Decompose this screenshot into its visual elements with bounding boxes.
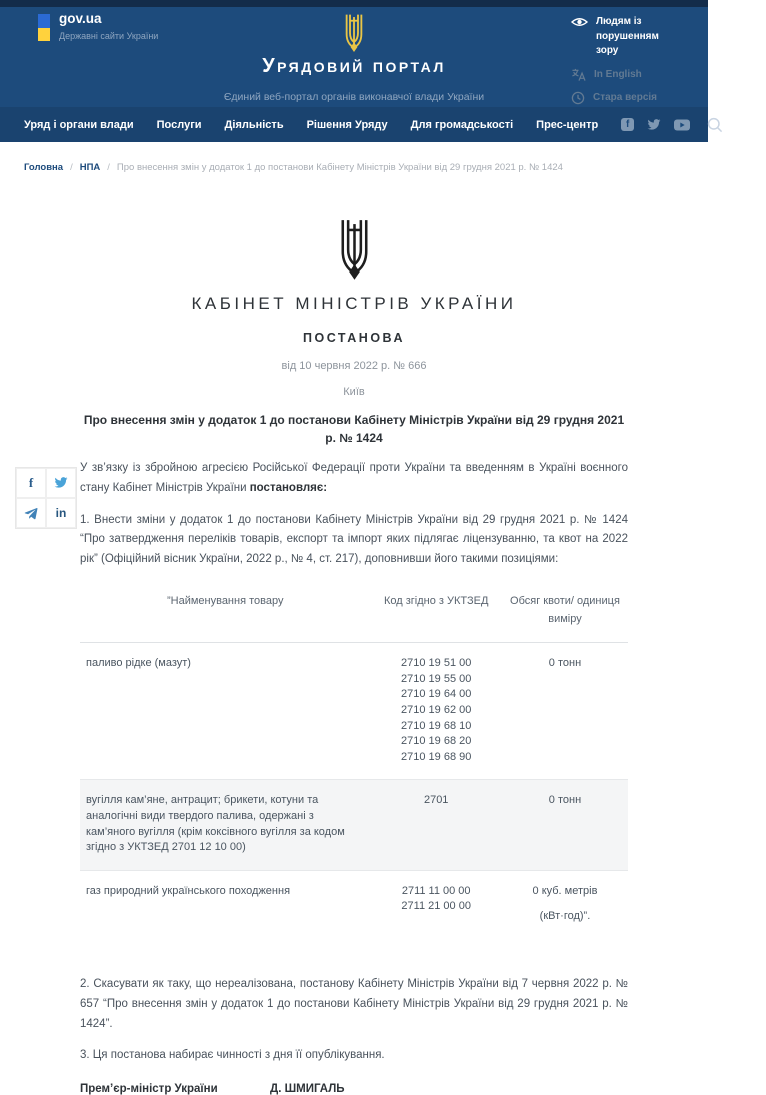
twitter-icon[interactable] xyxy=(647,119,661,131)
portal-subtitle: Єдиний веб-портал органів виконавчої влади України xyxy=(223,91,485,103)
old-version-link[interactable] xyxy=(571,91,684,106)
column-header-name: ”Найменування товару xyxy=(80,584,370,643)
share-linkedin-button[interactable] xyxy=(46,498,76,528)
govua-brand[interactable] xyxy=(38,12,158,41)
paragraph-intro xyxy=(80,459,628,499)
paragraph-intro-text: У зв’язку із збройною агресією Російської Федерації проти України та введенням в Україні воєнного стану Кабінет Міністрів України xyxy=(80,462,628,494)
nav-item-government[interactable]: Уряд і органи влади xyxy=(24,118,134,131)
breadcrumb-home[interactable]: Головна xyxy=(24,162,64,173)
header-main xyxy=(0,7,708,107)
table-row xyxy=(80,780,628,870)
header-top-strip xyxy=(0,0,708,7)
breadcrumb-separator: / xyxy=(107,162,110,173)
language-label: In English xyxy=(594,68,642,80)
document-title: Про внесення змін у додаток 1 до постанови Кабінету Міністрів України від 29 грудня 2021 р. № 1424 xyxy=(83,413,625,445)
table-header-row xyxy=(80,584,628,643)
goods-code-cell: 2701 xyxy=(423,794,449,807)
header-utilities xyxy=(571,15,684,106)
site-header xyxy=(0,0,766,142)
govua-brand-name: gov.ua xyxy=(59,11,102,26)
share-telegram-button[interactable] xyxy=(16,498,46,528)
table-row xyxy=(80,643,628,780)
signature-block xyxy=(80,1083,628,1095)
search-icon xyxy=(707,117,723,133)
document-date: від 10 червня 2022 р. № 666 xyxy=(281,360,427,372)
youtube-icon[interactable] xyxy=(674,119,690,131)
trident-emblem-icon xyxy=(341,13,368,53)
portal-title[interactable]: Урядовий портал xyxy=(262,55,446,77)
accessibility-link[interactable] xyxy=(571,15,684,59)
main-nav xyxy=(0,107,766,142)
goods-quota-cell: 0 куб. метрів (кВт·год)”. xyxy=(532,884,598,923)
breadcrumb-section[interactable]: НПА xyxy=(79,162,101,173)
language-link[interactable] xyxy=(571,68,684,83)
facebook-icon: f xyxy=(28,475,34,490)
goods-quota-cell: 0 тонн xyxy=(548,794,582,807)
goods-quota-cell: 0 тонн xyxy=(548,657,582,670)
column-header-code: Код згідно з УКТЗЕД xyxy=(370,584,502,643)
share-twitter-button[interactable] xyxy=(46,468,76,498)
column-header-quota: Обсяг квоти/ одиниця виміру xyxy=(502,584,628,643)
twitter-icon xyxy=(54,477,68,489)
nav-item-activity[interactable]: Діяльність xyxy=(224,118,284,131)
translate-icon xyxy=(571,68,586,82)
goods-code-cell: 2710 19 51 00 2710 19 55 00 2710 19 64 00 2710 19 62 00 2710 19 68 10 2710 19 68 20 2710 19 68 90 xyxy=(401,657,472,763)
signature-name: Д. ШМИГАЛЬ xyxy=(270,1083,345,1095)
breadcrumb-current: Про внесення змін у додаток 1 до постанови Кабінету Міністрів України від 29 грудня 2021 р. № 1424 xyxy=(116,162,563,173)
paragraph-2: 2. Скасувати як таку, що нереалізована, постанову Кабінету Міністрів України від 7 червня 2022 р. № 657 “Про внесення змін у додаток 1 до постанови Кабінету Міністрів України від 29 грудня 2021 р. № 1424”. xyxy=(80,978,628,1030)
goods-name-cell: газ природний українського походження xyxy=(86,884,291,897)
goods-name-cell: паливо рідке (мазут) xyxy=(86,657,191,670)
search-button[interactable] xyxy=(707,117,766,133)
document-text-wrap xyxy=(28,459,628,1095)
govua-brand-tagline: Державні сайти України xyxy=(59,30,159,41)
document-organization: КАБІНЕТ МІНІСТРІВ УКРАЇНИ xyxy=(191,294,517,313)
search-label: Пошук xyxy=(729,118,766,131)
share-buttons xyxy=(15,467,77,529)
linkedin-icon: in xyxy=(55,506,67,520)
document-city: Київ xyxy=(343,386,365,398)
coat-of-arms-icon xyxy=(333,218,376,281)
eye-icon xyxy=(571,15,588,28)
document-type: ПОСТАНОВА xyxy=(303,331,405,345)
paragraph-3: 3. Ця постанова набирає чинності з дня її опублікування. xyxy=(80,1049,385,1062)
telegram-icon xyxy=(24,507,38,520)
nav-item-public[interactable]: Для громадськості xyxy=(410,118,514,131)
goods-name-cell: вугілля кам’яне, антрацит; брикети, котуни та аналогічні види твердого палива, одержані з кам’яного вугілля (крім коксівного вугілля за кодом згідно з УКТЗЕД 2701 12 10 00) xyxy=(86,794,345,854)
signature-position: Прем’єр-міністр України xyxy=(80,1083,218,1095)
nav-item-services[interactable]: Послуги xyxy=(156,118,202,131)
accessibility-label: Людям із порушенням зору xyxy=(596,16,659,56)
table-row xyxy=(80,870,628,939)
old-version-label: Стара версія xyxy=(593,92,657,103)
document-body xyxy=(28,218,628,1095)
ukraine-flag-icon xyxy=(38,14,50,41)
breadcrumb xyxy=(0,142,708,173)
nav-item-decisions[interactable]: Рішення Уряду xyxy=(306,118,388,131)
clock-icon xyxy=(571,91,585,105)
paragraph-1: 1. Внести зміни у додаток 1 до постанови Кабінету Міністрів України від 29 грудня 2021 р. № 1424 “Про затвердження переліків товарів, експорт та імпорт яких підлягає ліцензуванню, та квот на 2022 рік” (Офіційний вісник України, 2022 р., № 4, ст. 217), доповнивши його такими позиціями: xyxy=(80,513,628,566)
paragraph-intro-bold: постановляє: xyxy=(249,481,328,494)
goods-quota-table xyxy=(80,584,628,939)
goods-code-cell: 2711 11 00 00 2711 21 00 00 xyxy=(401,884,471,913)
goods-table-body xyxy=(80,643,628,939)
nav-item-press[interactable]: Прес-центр xyxy=(536,118,599,131)
facebook-icon[interactable]: f xyxy=(621,118,634,131)
share-facebook-button[interactable] xyxy=(16,468,46,498)
breadcrumb-separator: / xyxy=(70,162,73,173)
nav-right xyxy=(621,117,766,133)
